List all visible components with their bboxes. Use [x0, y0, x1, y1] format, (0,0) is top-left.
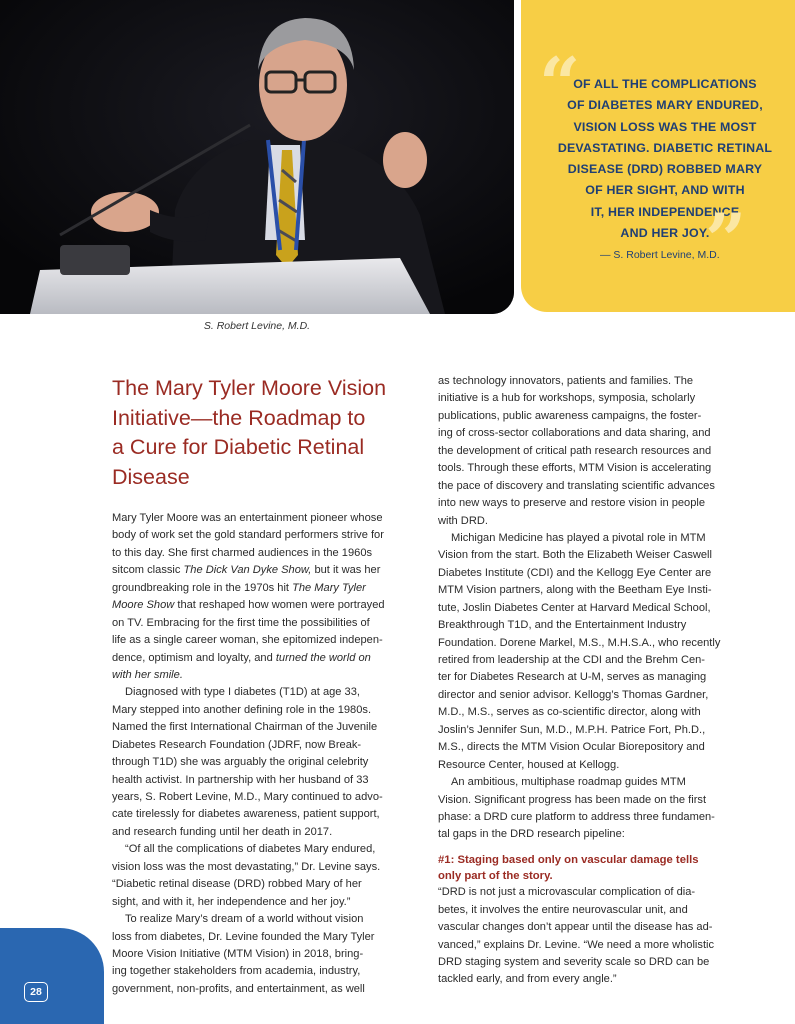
body-text-line	[112, 580, 416, 597]
body-text: Michigan Medicine has played a pivotal role in MTM	[451, 531, 706, 544]
body-text: the development of critical path research resources and	[438, 444, 712, 457]
body-text-line	[438, 902, 750, 919]
body-text: “Of all the complications of diabetes Mary endured,	[125, 843, 376, 856]
body-text-line	[438, 547, 750, 564]
body-text-line	[112, 963, 416, 980]
body-text: M.D., M.S., serves as co-scientific director, along with	[438, 706, 701, 719]
body-text: “Diabetic retinal disease (DRD) robbed Mary of her	[112, 878, 362, 891]
body-text-line	[438, 722, 750, 739]
article-title-line: Initiative—the Roadmap to	[112, 405, 366, 430]
body-text-line	[438, 425, 750, 442]
body-text: Joslin’s Jennifer Sun, M.D., M.P.H. Patrice Fort, Ph.D.,	[438, 723, 706, 736]
italic-text: Moore Show	[112, 599, 175, 612]
body-text: through T1D) she was arguably the original celebrity	[112, 756, 369, 769]
body-text: Diagnosed with type I diabetes (T1D) at age 33,	[125, 686, 360, 699]
right-column	[438, 373, 750, 989]
body-text: ing of cross-sector collaborations and data sharing, and	[438, 427, 711, 440]
article-title-line: a Cure for Diabetic Retinal	[112, 435, 365, 459]
body-text-line	[438, 617, 750, 634]
body-text: health activist. In partnership with her husband of 33	[112, 773, 369, 786]
body-text-line	[438, 635, 750, 652]
body-text: sitcom classic	[112, 564, 184, 577]
body-text: tackled early, and from every angle.”	[438, 973, 617, 986]
section-subhead	[438, 852, 750, 884]
body-text: ter for Diabetes Research at U-M, serves as managing	[438, 671, 707, 684]
body-text-line	[112, 510, 416, 527]
article-title-line: Disease	[112, 464, 190, 489]
body-text: life as a single career woman, she epitomized indepen-	[112, 634, 383, 647]
body-text-line	[112, 841, 416, 858]
body-text-line	[438, 669, 750, 686]
body-text: Mary stepped into another defining role in the 1980s.	[112, 703, 372, 716]
body-text: initiative is a hub for workshops, symposia, scholarly	[438, 392, 696, 405]
body-text: betes, it involves the entire neurovascular unit, and	[438, 903, 688, 916]
body-text-line	[112, 946, 416, 963]
body-text-line	[438, 478, 750, 495]
italic-text: turned the world on	[275, 651, 371, 664]
body-text-line	[438, 971, 750, 988]
body-text: and research funding until her death in 2017.	[112, 825, 333, 838]
body-text: years, S. Robert Levine, M.D., Mary continued to advo-	[112, 791, 383, 803]
body-text: Mary Tyler Moore was an entertainment pioneer whose	[112, 512, 383, 524]
pull-quote-line: AND HER JOY.	[620, 226, 710, 241]
pull-quote-line: OF DIABETES MARY ENDURED,	[567, 98, 763, 113]
body-text-line	[112, 894, 416, 911]
body-text: that reshaped how women were portrayed	[174, 599, 385, 612]
article-title-line: The Mary Tyler Moore Vision	[112, 376, 387, 400]
body-text: vanced,” explains Dr. Levine. “We need a more wholistic	[438, 938, 715, 951]
pull-quote-line: OF HER SIGHT, AND WITH	[585, 183, 745, 198]
body-text: tute, Joslin Diabetes Center at Harvard Medical School,	[438, 601, 711, 614]
right-column-body	[438, 373, 750, 844]
body-text-line	[438, 809, 750, 826]
body-text: M.S., directs the MTM Vision Ocular Biorepository and	[438, 741, 705, 754]
body-text: but it was her	[311, 564, 381, 577]
body-text-line	[438, 687, 750, 704]
body-text: Breakthrough T1D, and the Entertainment Industry	[438, 619, 687, 632]
body-text-line	[438, 495, 750, 512]
body-text-line	[112, 772, 416, 789]
pull-quote-text	[547, 74, 783, 244]
pull-quote-line: IT, HER INDEPENDENCE	[590, 204, 740, 219]
body-text: into new ways to preserve and restore vision in people	[438, 497, 706, 510]
body-text-line	[438, 919, 750, 936]
body-text: ing together stakeholders from academia, industry,	[112, 965, 361, 978]
body-text: MTM Vision partners, along with the Beetham Eye Insti-	[438, 584, 712, 597]
body-text: groundbreaking role in the 1970s hit	[112, 581, 293, 594]
body-text: Diabetes Research Foundation (JDRF, now Break-	[112, 738, 362, 751]
body-text-line	[438, 652, 750, 669]
body-text: tal gaps in the DRD research pipeline:	[438, 828, 625, 841]
body-text-line	[438, 954, 750, 971]
body-text-line	[112, 981, 416, 998]
subhead-line: #1: Staging based only on vascular damage tells	[438, 853, 699, 866]
italic-text: The Dick Van Dyke Show,	[183, 564, 312, 577]
body-text: Named the first International Chairman of the Juvenile	[112, 721, 378, 734]
body-text-line	[438, 792, 750, 809]
body-text-line	[438, 460, 750, 477]
body-text: vascular changes don’t appear until the disease has ad-	[438, 921, 713, 934]
article-title	[112, 374, 412, 492]
body-text: phase: a DRD cure platform to address three fundamen-	[438, 810, 715, 823]
body-text: sight, and with it, her independence and her joy.”	[112, 895, 351, 908]
body-text-line	[438, 600, 750, 617]
body-text: loss from diabetes, Dr. Levine founded the Mary Tyler	[112, 930, 375, 943]
body-text-line	[438, 884, 750, 901]
open-quote-icon: “	[539, 41, 581, 126]
body-text-line	[438, 757, 750, 774]
body-text-line	[438, 443, 750, 460]
body-text-line	[112, 667, 416, 684]
body-text-line	[112, 859, 416, 876]
body-text-line	[112, 615, 416, 632]
body-text: To realize Mary’s dream of a world without vision	[125, 913, 364, 926]
body-text-line	[112, 789, 416, 806]
section-gap	[438, 844, 750, 852]
pull-quote-box	[521, 0, 795, 312]
body-text: with DRD.	[438, 514, 488, 527]
body-text: DRD staging system and severity scale so DRD can be	[438, 955, 710, 968]
body-text-line	[112, 719, 416, 736]
body-text: government, non-profits, and entertainment, as well	[112, 982, 365, 995]
body-text: publications, public awareness campaigns, the foster-	[438, 409, 702, 422]
body-text-line	[112, 650, 416, 667]
body-text-line	[112, 824, 416, 841]
pull-quote-line: VISION LOSS WAS THE MOST	[573, 119, 757, 134]
body-text: to this day. She first charmed audiences in the 1960s	[112, 546, 373, 559]
body-text-line	[112, 597, 416, 614]
body-text: “DRD is not just a microvascular complication of dia-	[438, 886, 696, 899]
pull-quote-attribution: — S. Robert Levine, M.D.	[600, 249, 720, 261]
body-text-line	[438, 390, 750, 407]
body-text: retired from leadership at the CDI and the Brehm Cen-	[438, 654, 705, 666]
pull-quote-line: OF ALL THE COMPLICATIONS	[573, 77, 757, 91]
page-corner-decoration	[0, 928, 104, 1024]
body-text: Vision from the start. Both the Elizabeth Weiser Caswell	[438, 549, 712, 562]
right-column-section-body	[438, 884, 750, 989]
page-number: 28	[24, 982, 48, 1002]
body-text: director and senior advisor. Kellogg’s Thomas Gardner,	[438, 688, 709, 701]
body-text-line	[112, 562, 416, 579]
pull-quote-line: DISEASE (DRD) ROBBED MARY	[567, 162, 763, 177]
body-text: the pace of discovery and translating scientific advances	[438, 479, 715, 492]
body-text-line	[112, 754, 416, 771]
body-text: cate tirelessly for diabetes awareness, patient support,	[112, 808, 380, 821]
body-text-line	[438, 408, 750, 425]
subhead-line: only part of the story.	[438, 870, 553, 882]
body-text: vision loss was the most devastating,” Dr. Levine says.	[112, 860, 381, 873]
pull-quote-line: DEVASTATING. DIABETIC RETINAL	[557, 140, 773, 155]
body-text: Moore Vision Initiative (MTM Vision) in 2018, bring-	[112, 947, 364, 960]
body-text-line	[112, 702, 416, 719]
body-text-line	[438, 826, 750, 843]
body-text-line	[438, 739, 750, 756]
body-text-line	[112, 527, 416, 544]
photo-caption: S. Robert Levine, M.D.	[203, 320, 311, 332]
italic-text: with her smile.	[112, 668, 183, 681]
body-text-line	[438, 582, 750, 599]
italic-text: The Mary Tyler	[292, 581, 366, 594]
body-text: as technology innovators, patients and families. The	[438, 375, 694, 387]
speaker-photo-illustration	[0, 0, 514, 314]
body-text-line	[438, 704, 750, 721]
body-text: dence, optimism and loyalty, and	[112, 651, 276, 664]
body-text-line	[112, 806, 416, 823]
body-text-line	[438, 373, 750, 390]
body-text: on TV. Embracing for the first time the possibilities of	[112, 616, 370, 629]
body-text-line	[112, 876, 416, 893]
body-text-line	[438, 774, 750, 791]
body-text-line	[112, 684, 416, 701]
speaker-photo	[0, 0, 514, 314]
body-text: tools. Through these efforts, MTM Vision is accelerating	[438, 462, 712, 475]
body-text-line	[112, 632, 416, 649]
body-text-line	[438, 565, 750, 582]
body-text-line	[438, 937, 750, 954]
body-text: An ambitious, multiphase roadmap guides MTM	[451, 776, 686, 789]
body-text-line	[438, 530, 750, 547]
body-text-line	[112, 929, 416, 946]
body-text: body of work set the gold standard performers strive for	[112, 529, 384, 542]
body-text: Vision. Significant progress has been made on the first	[438, 793, 707, 806]
close-quote-icon: ”	[705, 197, 747, 282]
body-text-line	[112, 911, 416, 928]
left-column	[112, 510, 416, 998]
body-text: Foundation. Dorene Markel, M.S., M.H.S.A., who recently	[438, 636, 721, 649]
body-text-line	[112, 545, 416, 562]
body-text-line	[112, 737, 416, 754]
body-text-line	[438, 513, 750, 530]
body-text: Resource Center, housed at Kellogg.	[438, 758, 620, 771]
body-text: Diabetes Institute (CDI) and the Kellogg Eye Center are	[438, 566, 712, 579]
